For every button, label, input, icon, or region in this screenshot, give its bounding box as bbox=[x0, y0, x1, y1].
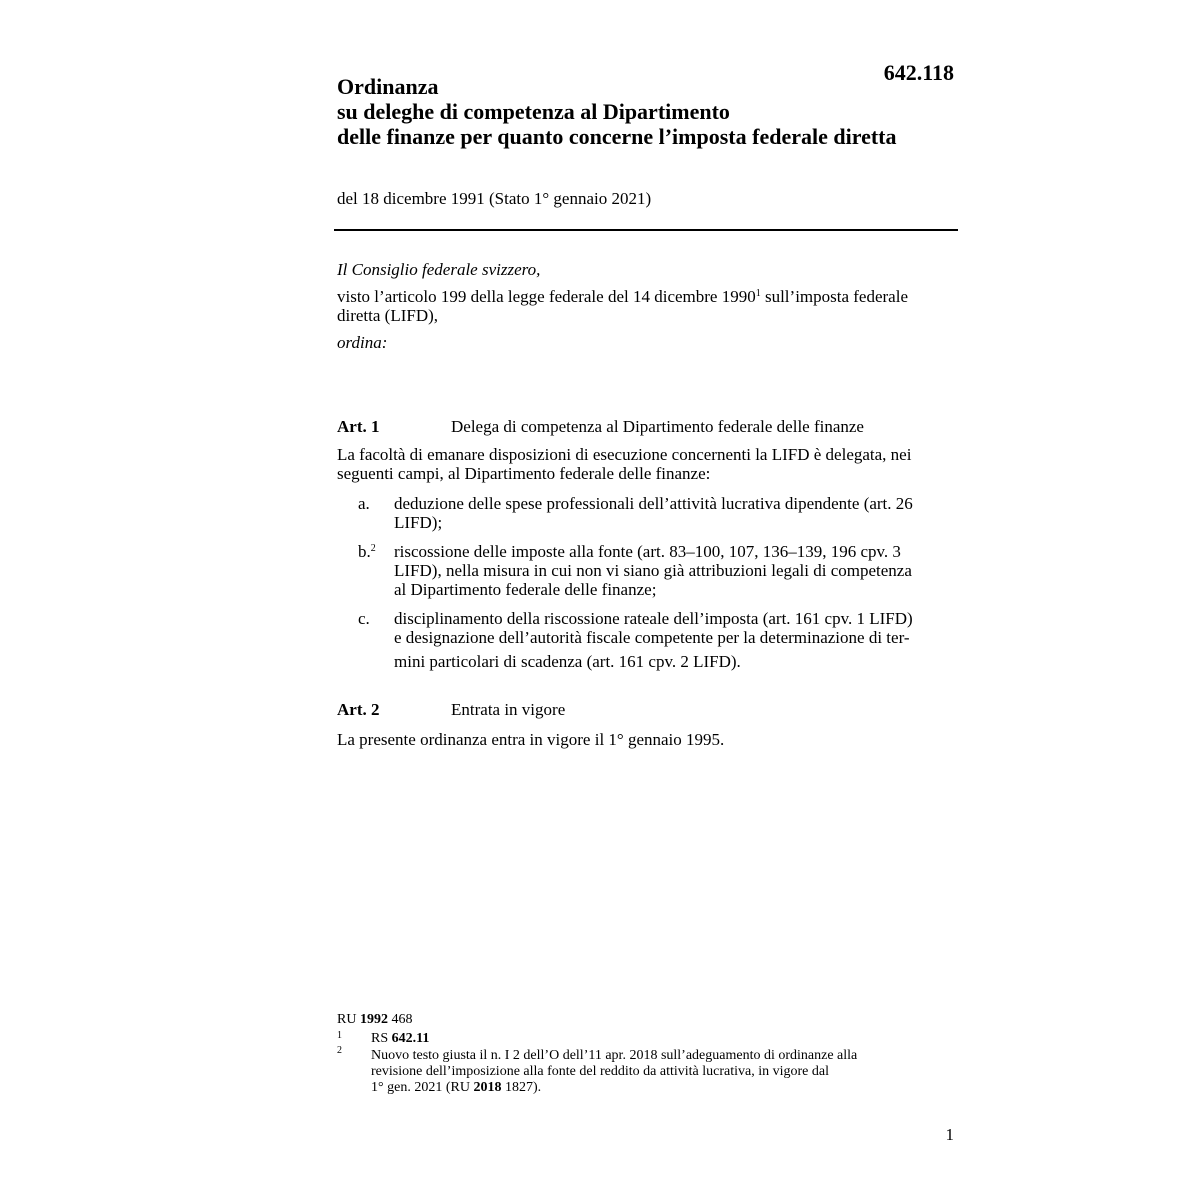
article-2-text: La presente ordinanza entra in vigore il 1° gennaio 1995. bbox=[337, 730, 725, 749]
title-line-1: Ordinanza bbox=[337, 74, 439, 99]
document-date: del 18 dicembre 1991 (Stato 1° gennaio 2021) bbox=[337, 189, 652, 208]
footnote-2-line-2: revisione dell’imposizione alla fonte del reddito da attività lucrativa, in vigore dal bbox=[371, 1064, 829, 1079]
title-line-3: delle finanze per quanto concerne l’imposta federale diretta bbox=[337, 124, 897, 149]
footnote-2-line-3-prefix: 1° gen. 2021 (RU bbox=[371, 1080, 474, 1095]
list-item-b-letter-text: b. bbox=[358, 542, 371, 561]
footnote-1-number: 1 bbox=[337, 1030, 342, 1041]
list-item-a-line-1: deduzione delle spese professionali dell’attività lucrativa dipendente (art. 26 bbox=[394, 494, 913, 513]
footnote-2-line-3 bbox=[371, 1080, 541, 1095]
preamble-ordina: ordina: bbox=[337, 333, 388, 352]
footnote-ref-1[interactable]: 1 bbox=[755, 288, 761, 299]
footnote-2-line-3-bold: 2018 bbox=[473, 1080, 502, 1095]
list-item-c-line-1: disciplinamento della riscossione rateale dell’imposta (art. 161 cpv. 1 LIFD) bbox=[394, 609, 913, 628]
list-item-a-line-2: LIFD); bbox=[394, 513, 443, 532]
preamble-visto-line-2: diretta (LIFD), bbox=[337, 306, 439, 325]
article-1-number: Art. 1 bbox=[337, 417, 380, 436]
preamble-visto-text-end: sull’imposta federale bbox=[760, 287, 908, 306]
preamble-visto-text: visto l’articolo 199 della legge federale del 14 dicembre 1990 bbox=[337, 287, 756, 306]
article-1-intro-line-2: seguenti campi, al Dipartimento federale delle finanze: bbox=[337, 464, 711, 483]
page-number: 1 bbox=[945, 1125, 954, 1144]
article-1-intro-line-1: La facoltà di emanare disposizioni di esecuzione concernenti la LIFD è delegata, nei bbox=[337, 445, 912, 464]
header-divider bbox=[334, 229, 958, 231]
footnote-1-text bbox=[371, 1031, 429, 1046]
ru-prefix: RU bbox=[337, 1012, 360, 1027]
footnote-1-prefix: RS bbox=[371, 1031, 392, 1046]
list-item-c-line-3: mini particolari di scadenza (art. 161 cpv. 2 LIFD). bbox=[394, 652, 741, 671]
document-title bbox=[337, 74, 897, 149]
ru-page: 468 bbox=[387, 1012, 413, 1027]
ru-reference bbox=[337, 1012, 412, 1027]
footnote-2-number: 2 bbox=[337, 1045, 342, 1056]
list-item-c-letter: c. bbox=[358, 609, 370, 628]
article-2-title: Entrata in vigore bbox=[451, 700, 566, 719]
preamble-authority: Il Consiglio federale svizzero, bbox=[337, 260, 541, 279]
list-item-b-line-3: al Dipartimento federale delle finanze; bbox=[394, 580, 657, 599]
list-item-b-line-2: LIFD), nella misura in cui non vi siano già attribuzioni legali di competenza bbox=[394, 561, 912, 580]
ru-year: 1992 bbox=[359, 1012, 388, 1027]
footnote-1-bold: 642.11 bbox=[391, 1031, 430, 1046]
article-1-title: Delega di competenza al Dipartimento federale delle finanze bbox=[451, 417, 864, 436]
list-item-a-letter: a. bbox=[358, 494, 370, 513]
list-item-b-letter bbox=[358, 542, 376, 562]
list-item-b-line-1: riscossione delle imposte alla fonte (art. 83–100, 107, 136–139, 196 cpv. 3 bbox=[394, 542, 901, 561]
sr-number: 642.118 bbox=[883, 60, 954, 85]
article-2-number: Art. 2 bbox=[337, 700, 380, 719]
footnote-2-line-3-suffix: 1827). bbox=[501, 1080, 542, 1095]
preamble-visto-line-1 bbox=[337, 287, 908, 306]
footnote-2-line-1: Nuovo testo giusta il n. I 2 dell’O dell’11 apr. 2018 sull’adeguamento di ordinanze alla bbox=[371, 1048, 858, 1063]
list-item-c-line-2: e designazione dell’autorità fiscale competente per la determinazione di ter- bbox=[394, 628, 910, 647]
title-line-2: su deleghe di competenza al Dipartimento bbox=[337, 99, 730, 124]
footnote-ref-2[interactable]: 2 bbox=[370, 543, 376, 554]
